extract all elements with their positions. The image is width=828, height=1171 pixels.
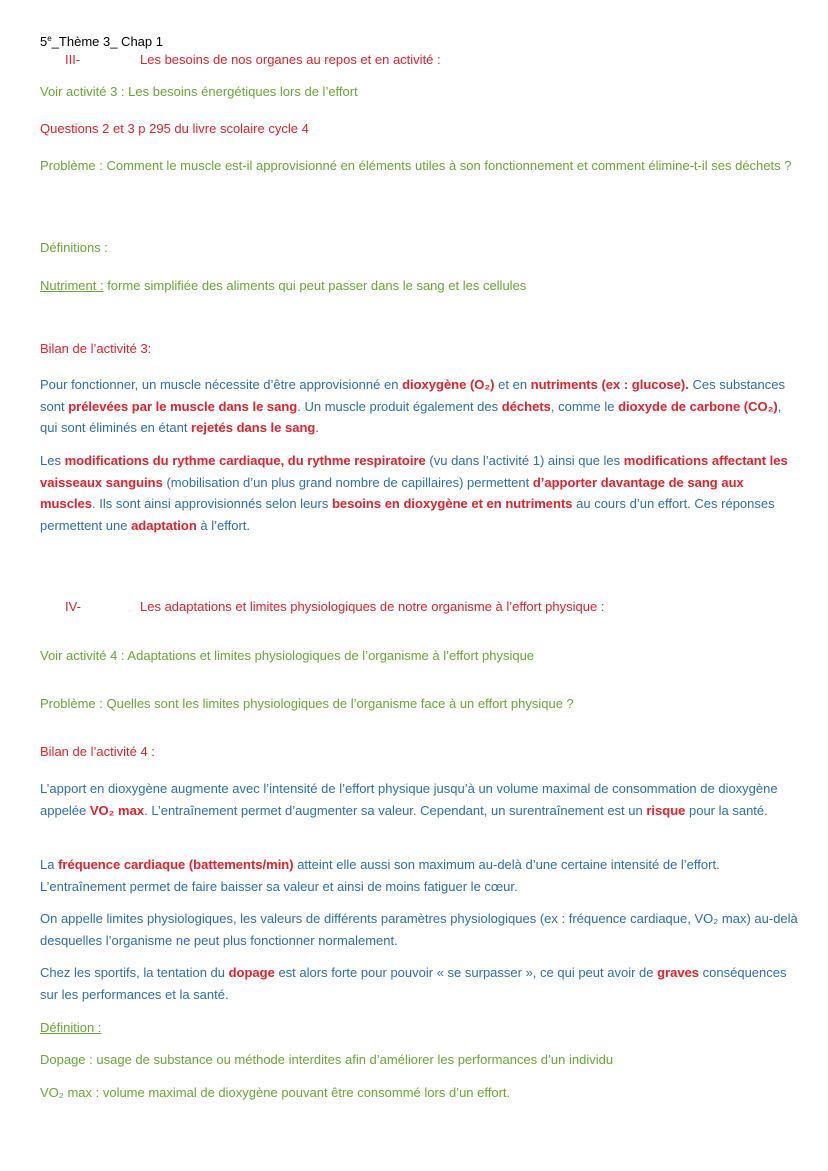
bilan-4-paragraph-2: La fréquence cardiaque (battements/min) atteint elle aussi son maximum au-delà d’une certaine intensité de l’effort. L’entraînement permet de faire baisser sa valeur et ainsi de moins fatiguer le cœur. (40, 857, 720, 894)
definitions-label: Définitions : (40, 240, 108, 255)
bilan-3-title: Bilan de l’activité 3: (40, 341, 152, 356)
section-4-number: IV- (65, 599, 81, 614)
section-3-title: Les besoins de nos organes au repos et en activité : (140, 52, 441, 67)
probleme-4: Problème : Quelles sont les limites physiologiques de l’organisme face à un effort physique ? (40, 696, 574, 711)
chapter-header: 5e_Thème 3_ Chap 1 (40, 34, 163, 49)
activity-3-reference: Voir activité 3 : Les besoins énergétiques lors de l’effort (40, 84, 358, 99)
section-3-number: III- (65, 52, 81, 67)
bilan-4-title: Bilan de l’activité 4 : (40, 744, 155, 759)
bilan-4-paragraph-1: L’apport en dioxygène augmente avec l’intensité de l’effort physique jusqu’à un volume maximal de consommation de dioxygène appelée VO₂ max. L’entraînement permet d’augmenter sa valeur. Cependant, un surentraînement est un risque pour la santé. (40, 781, 778, 818)
definition-label: Définition : (40, 1020, 102, 1035)
nutriment-definition: Nutriment : forme simplifiée des aliments qui peut passer dans le sang et les cellules (40, 278, 527, 293)
activity-4-reference: Voir activité 4 : Adaptations et limites physiologiques de l’organisme à l’effort physique (40, 648, 535, 663)
bilan-3-paragraph-2: Les modifications du rythme cardiaque, du rythme respiratoire (vu dans l’activité 1) ainsi que les modifications affectant les vaisseaux sanguins (mobilisation d’un plus grand nombre de capillaires) permettent d’apporter davantage de sang aux muscles. Ils sont ainsi approvisionnés selon leurs besoins en dioxygène et en nutriments au cours d’un effort. Ces réponses permettent une adaptation à l’effort. (40, 453, 788, 533)
bilan-3-paragraph-1: Pour fonctionner, un muscle nécessite d’être approvisionné en dioxygène (O₂) et en nutriments (ex : glucose). Ces substances sont prélevées par le muscle dans le sang. Un muscle produit également des déchets, comme le dioxyde de carbone (CO₂), qui sont éliminés en étant rejetés dans le sang. (40, 377, 785, 435)
section-4-title: Les adaptations et limites physiologiques de notre organisme à l’effort physique : (140, 599, 605, 614)
definition-dopage: Dopage : usage de substance ou méthode interdites afin d’améliorer les performances d’un individu (40, 1052, 614, 1067)
definition-vo2-max: VO₂ max : volume maximal de dioxygène pouvant être consommé lors d’un effort. (40, 1085, 511, 1100)
nutriment-term: Nutriment : (40, 278, 104, 293)
bilan-4-paragraph-4: Chez les sportifs, la tentation du dopage est alors forte pour pouvoir « se surpasser », ce qui peut avoir de graves conséquences sur les performances et la santé. (40, 965, 787, 1002)
questions-reference: Questions 2 et 3 p 295 du livre scolaire cycle 4 (40, 121, 309, 136)
probleme-3: Problème : Comment le muscle est-il approvisionné en éléments utiles à son fonctionnement et comment élimine-t-il ses déchets ? (40, 158, 792, 173)
bilan-4-paragraph-3: On appelle limites physiologiques, les valeurs de différents paramètres physiologiques (ex : fréquence cardiaque, VO₂ max) au-delà desquelles l’organisme ne peut plus fonctionner normalement. (40, 911, 798, 948)
